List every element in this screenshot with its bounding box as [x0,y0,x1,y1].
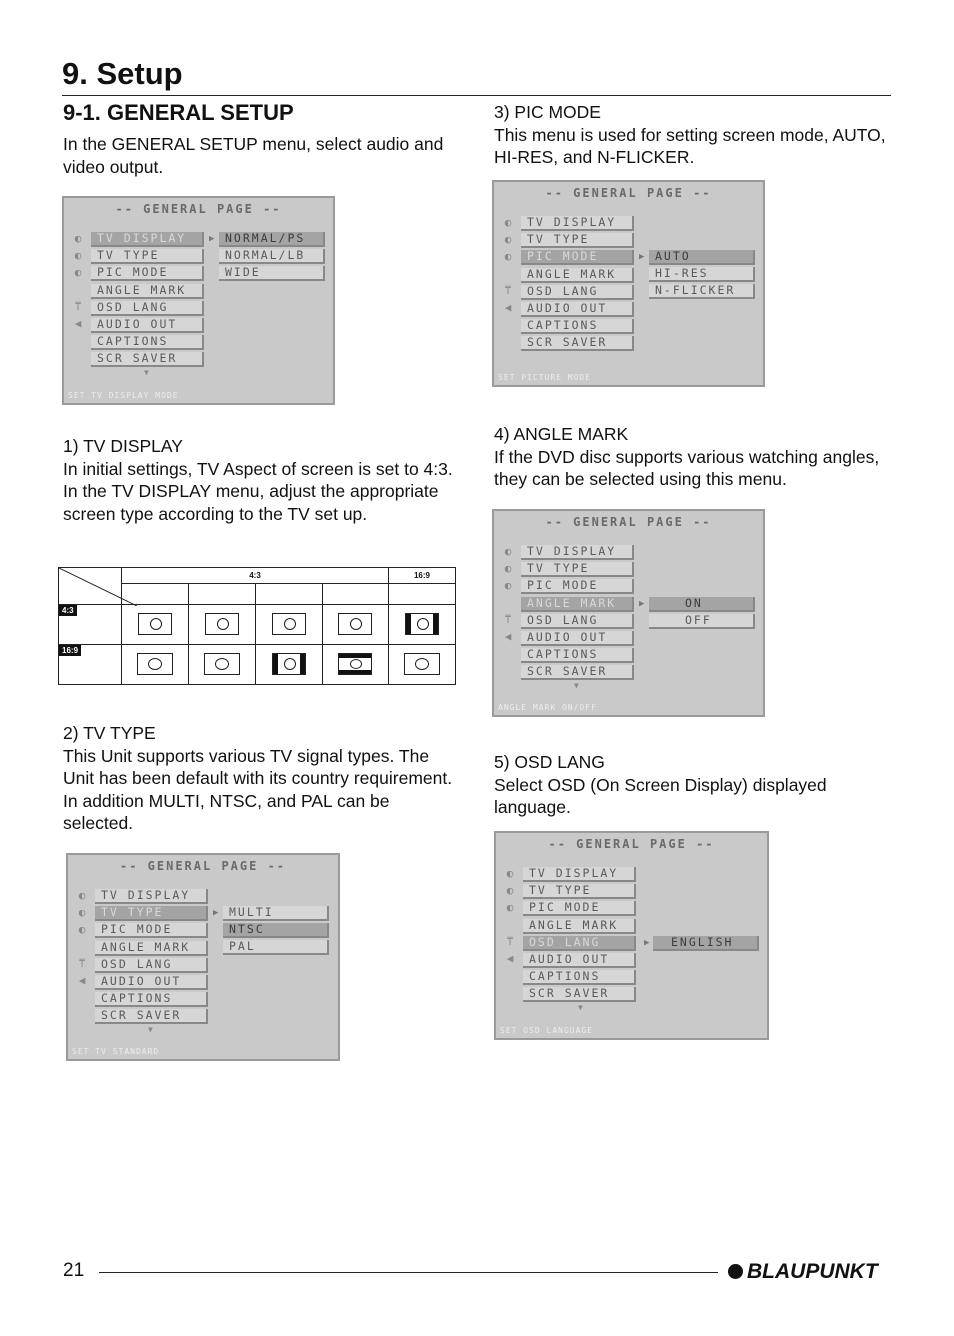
antenna-icon: ⍑ [506,935,514,948]
menu-item-tv-display[interactable]: TV DISPLAY [95,889,208,904]
screen-icon [272,613,306,635]
blank-icon [74,940,90,957]
option-normal-ps[interactable]: NORMAL/PS [219,232,325,247]
menu-item-scr-saver[interactable]: SCR SAVER [521,665,634,680]
menu-item-audio-out[interactable]: AUDIO OUT [521,302,634,317]
tv-icon: ◐ [504,216,512,229]
menu-item-angle-mark[interactable]: ANGLE MARK [521,268,634,283]
corner-diagonal [59,568,137,606]
menu-item-captions[interactable]: CAPTIONS [523,970,636,985]
tv-display-text [63,435,463,525]
menu-item-tv-display[interactable]: TV DISPLAY [91,232,204,247]
submenu-arrow-icon: ▶ [639,599,645,609]
table-corner [59,568,122,605]
option-wide[interactable]: WIDE [219,266,325,281]
tv-icon: ◐ [506,884,514,897]
osd-icon-column [502,867,518,969]
menu-item-pic-mode[interactable]: PIC MODE [91,266,204,281]
tv-icon: ◐ [78,906,86,919]
screen-letterbox-icon [338,653,372,675]
screen-wide-icon [137,653,173,675]
brand-name: BLAUPUNKT [747,1260,878,1283]
osd-lang-body: Select OSD (On Screen Display) displayed language. [494,774,827,818]
osd-screen-tv-type [66,853,340,1061]
page-number: 21 [63,1260,85,1281]
tv-type-body: This Unit supports various TV signal types. The Unit has been default with its country requirement. In addition MULTI, NTSC, and PAL can be selected. [63,745,453,834]
menu-item-osd-lang[interactable]: OSD LANG [91,301,204,316]
menu-item-angle-mark[interactable]: ANGLE MARK [95,941,208,956]
option-hi-res[interactable]: HI-RES [649,267,755,282]
menu-item-tv-display[interactable]: TV DISPLAY [523,867,636,882]
row-label-4-3: 4:3 [59,605,77,616]
menu-item-osd-lang[interactable]: OSD LANG [521,285,634,300]
option-english[interactable]: ENGLISH [653,936,759,951]
col-header-4-3: 4:3 [122,568,389,584]
blank-icon [500,267,516,284]
brand-logo [728,1260,878,1284]
tv-icon: ◐ [74,249,82,262]
option-n-flicker[interactable]: N-FLICKER [649,284,755,299]
osd-status: SET TV DISPLAY MODE [68,391,179,400]
pic-mode-heading: 3) PIC MODE [494,102,601,122]
scroll-down-icon: ▼ [148,1025,153,1034]
osd-icon-column [500,545,516,647]
tv-icon: ◐ [78,923,86,936]
tv-icon: ◐ [506,867,514,880]
option-ntsc[interactable]: NTSC [223,923,329,938]
pic-mode-body: This menu is used for setting screen mode, AUTO, HI-RES, and N-FLICKER. [494,124,886,168]
osd-screen-pic-mode [492,180,765,387]
antenna-icon: ⍑ [504,613,512,626]
menu-item-scr-saver[interactable]: SCR SAVER [521,336,634,351]
tv-icon: ◐ [504,545,512,558]
menu-item-angle-mark[interactable]: ANGLE MARK [521,597,634,612]
menu-item-pic-mode[interactable]: PIC MODE [95,923,208,938]
osd-header: -- GENERAL PAGE -- [545,186,712,200]
tv-icon: ◐ [504,579,512,592]
aspect-table [58,567,456,685]
menu-item-audio-out[interactable]: AUDIO OUT [521,631,634,646]
brand-dot-icon [728,1264,743,1279]
osd-header: -- GENERAL PAGE -- [115,202,282,216]
menu-item-scr-saver[interactable]: SCR SAVER [523,987,636,1002]
osd-status: SET TV STANDARD [72,1047,160,1056]
menu-item-tv-type[interactable]: TV TYPE [91,249,204,264]
menu-item-osd-lang[interactable]: OSD LANG [521,614,634,629]
scroll-down-icon: ▼ [578,1003,583,1012]
menu-item-tv-display[interactable]: TV DISPLAY [521,216,634,231]
menu-item-audio-out[interactable]: AUDIO OUT [91,318,204,333]
menu-item-tv-type[interactable]: TV TYPE [521,562,634,577]
blank-icon [70,283,86,300]
col-header-16-9: 16:9 [388,568,455,584]
screen-icon [138,613,172,635]
screen-wide-icon [204,653,240,675]
osd-status: ANGLE MARK ON/OFF [498,703,597,712]
tv-type-heading: 2) TV TYPE [63,723,156,743]
menu-item-audio-out[interactable]: AUDIO OUT [95,975,208,990]
osd-status: SET OSD LANGUAGE [500,1026,594,1035]
angle-mark-heading: 4) ANGLE MARK [494,424,629,444]
tv-display-body: In initial settings, TV Aspect of screen is set to 4:3. In the TV DISPLAY menu, adjust the appropriate screen type according to the TV set up. [63,458,453,524]
screen-pillarbox-icon [405,613,439,635]
menu-item-scr-saver[interactable]: SCR SAVER [91,352,204,367]
osd-icon-column [500,216,516,318]
angle-mark-text [494,423,889,491]
submenu-arrow-icon: ▶ [209,234,215,244]
menu-item-angle-mark[interactable]: ANGLE MARK [523,919,636,934]
osd-lang-text [494,751,889,819]
row-label-16-9: 16:9 [59,645,81,656]
option-on[interactable]: ON [649,597,755,612]
menu-item-scr-saver[interactable]: SCR SAVER [95,1009,208,1024]
menu-item-pic-mode[interactable]: PIC MODE [521,579,634,594]
submenu-arrow-icon: ▶ [644,938,650,948]
speaker-icon: ◀ [504,630,512,643]
osd-screen-tv-display [62,196,335,405]
menu-item-tv-type[interactable]: TV TYPE [521,233,634,248]
submenu-arrow-icon: ▶ [639,252,645,262]
screen-icon [205,613,239,635]
option-multi[interactable]: MULTI [223,906,329,921]
menu-item-tv-type[interactable]: TV TYPE [95,906,208,921]
tv-icon: ◐ [504,250,512,263]
menu-item-captions[interactable]: CAPTIONS [91,335,204,350]
intro-text: In the GENERAL SETUP menu, select audio and video output. [63,134,444,177]
footer-rule [99,1272,718,1273]
osd-lang-heading: 5) OSD LANG [494,752,605,772]
speaker-icon: ◀ [74,317,82,330]
menu-item-captions[interactable]: CAPTIONS [521,319,634,334]
section-title: 9-1. GENERAL SETUP [63,100,294,125]
tv-icon: ◐ [504,233,512,246]
antenna-icon: ⍑ [504,284,512,297]
menu-item-pic-mode[interactable]: PIC MODE [523,901,636,916]
option-off[interactable]: OFF [649,614,755,629]
osd-screen-osd-lang [494,831,769,1040]
speaker-icon: ◀ [506,952,514,965]
title-rule [62,95,891,96]
osd-status: SET PICTURE MODE [498,373,592,382]
osd-header: -- GENERAL PAGE -- [548,837,715,851]
blank-icon [500,596,516,613]
menu-item-osd-lang[interactable]: OSD LANG [95,958,208,973]
angle-mark-body: If the DVD disc supports various watching angles, they can be selected using this menu. [494,446,880,490]
page-title: 9. Setup [62,56,183,91]
screen-icon [338,613,372,635]
tv-icon: ◐ [78,889,86,902]
osd-header: -- GENERAL PAGE -- [545,515,712,529]
pic-mode-text [494,101,889,169]
scroll-down-icon: ▼ [144,368,149,377]
tv-display-heading: 1) TV DISPLAY [63,436,183,456]
option-normal-lb[interactable]: NORMAL/LB [219,249,325,264]
menu-item-angle-mark[interactable]: ANGLE MARK [91,284,204,299]
osd-screen-angle-mark [492,509,765,717]
screen-pillarbox-icon [272,653,306,675]
menu-item-captions[interactable]: CAPTIONS [95,992,208,1007]
osd-icon-column [74,889,90,991]
blank-icon [502,918,518,935]
option-auto[interactable]: AUTO [649,250,755,265]
menu-item-osd-lang[interactable]: OSD LANG [523,936,636,951]
antenna-icon: ⍑ [74,300,82,313]
speaker-icon: ◀ [504,301,512,314]
option-pal[interactable]: PAL [223,940,329,955]
scroll-down-icon: ▼ [574,681,579,690]
menu-item-tv-display[interactable]: TV DISPLAY [521,545,634,560]
antenna-icon: ⍑ [78,957,86,970]
submenu-arrow-icon: ▶ [213,908,219,918]
tv-type-text [63,722,463,835]
menu-item-audio-out[interactable]: AUDIO OUT [523,953,636,968]
osd-header: -- GENERAL PAGE -- [119,859,287,873]
menu-item-tv-type[interactable]: TV TYPE [523,884,636,899]
menu-item-pic-mode[interactable]: PIC MODE [521,250,634,265]
tv-icon: ◐ [506,901,514,914]
tv-icon: ◐ [504,562,512,575]
menu-item-captions[interactable]: CAPTIONS [521,648,634,663]
tv-icon: ◐ [74,232,82,245]
speaker-icon: ◀ [78,974,86,987]
tv-icon: ◐ [74,266,82,279]
screen-wide-icon [404,653,440,675]
osd-icon-column [70,232,86,334]
